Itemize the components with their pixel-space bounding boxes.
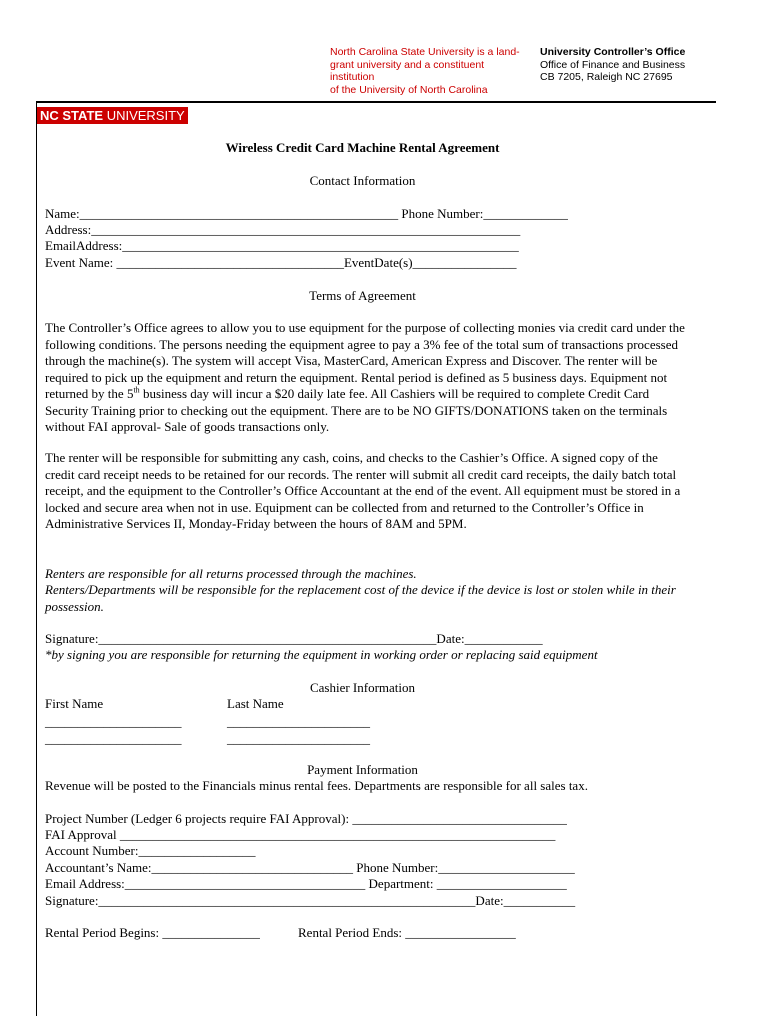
terms-heading: Terms of Agreement — [309, 288, 416, 303]
accountant-field[interactable]: Accountant’s Name:_______________________________ Phone Number:_____________________ — [45, 860, 575, 875]
cashier-last-name-1[interactable]: ______________________ — [227, 714, 370, 729]
terms-paragraph-1 — [45, 320, 685, 436]
contact-heading: Contact Information — [309, 173, 416, 188]
account-number-field[interactable]: Account Number:__________________ — [45, 843, 256, 858]
header-rule — [36, 101, 716, 103]
institution-line: of the University of North Carolina — [330, 83, 488, 96]
email-department-field[interactable]: Email Address:_____________________________________ Department: ____________________ — [45, 876, 567, 891]
last-name-label: Last Name — [227, 696, 284, 711]
cashier-first-name-1[interactable]: _____________________ — [45, 714, 182, 729]
payment-heading: Payment Information — [307, 762, 418, 777]
margin-rule — [36, 101, 37, 1016]
cashier-heading: Cashier Information — [309, 680, 416, 695]
fai-approval-field[interactable]: FAI Approval ___________________________________________________________________ — [45, 827, 556, 842]
replacement-note: Renters/Departments will be responsible for the replacement cost of the device if the device is lost or stolen while in their possession. — [45, 582, 676, 614]
cashier-first-name-2[interactable]: _____________________ — [45, 731, 182, 746]
signature-date-field[interactable]: Signature:____________________________________________________Date:____________ — [45, 631, 543, 646]
cashier-last-name-2[interactable]: ______________________ — [227, 731, 370, 746]
returns-note: Renters are responsible for all returns processed through the machines. — [45, 566, 417, 581]
office-address — [540, 46, 700, 84]
name-phone-field[interactable]: Name:_________________________________________________ Phone Number:_____________ — [45, 206, 568, 221]
rental-ends-field[interactable]: Rental Period Ends: _________________ — [298, 925, 516, 940]
institution-line: grant university and a constituent institution — [330, 58, 485, 83]
email-field[interactable]: EmailAddress:_____________________________________________________________ — [45, 238, 519, 253]
office-line: CB 7205, Raleigh NC 27695 — [540, 71, 673, 83]
rental-begins-field[interactable]: Rental Period Begins: _______________ — [45, 925, 260, 940]
terms-p1-text: The Controller’s Office agrees to allow you to use equipment for the purpose of collecting monies via credit card under the following conditions. The persons needing the equipment agree to pay a 3% fee of the total sum of transactions processed through the machine(s). The system will accept Visa, MasterCard, American Express and Discover. The renter will be required to pick up the equipment and return the equipment. Rental period is defined as 5 business days. Equipment not returned by the 5 — [45, 320, 685, 401]
office-line: Office of Finance and Business — [540, 58, 686, 71]
logo-bold: NC STATE — [40, 108, 104, 123]
terms-p1-sup: th — [133, 385, 140, 395]
ncstate-logo — [37, 107, 188, 124]
terms-p1-text-cont: business day will incur a $20 daily late fee. All Cashiers will be required to complete Credit Card Security Training prior to checking out the equipment. There are to be NO GIFTS/DONATIONS taken on the terminals without FAI approval- Sale of goods transactions only. — [45, 386, 668, 434]
signature-note: *by signing you are responsible for returning the equipment in working order or replacing said equipment — [45, 647, 598, 662]
payment-signature-field[interactable]: Signature:__________________________________________________________Date:___________ — [45, 893, 576, 908]
logo-text: UNIVERSITY — [103, 108, 185, 123]
document-title: Wireless Credit Card Machine Rental Agreement — [225, 140, 500, 155]
project-number-field[interactable]: Project Number (Ledger 6 projects require FAI Approval): _________________________________ — [45, 811, 567, 826]
address-field[interactable]: Address:__________________________________________________________________ — [45, 222, 521, 237]
event-field[interactable]: Event Name: ___________________________________EventDate(s)________________ — [45, 255, 517, 270]
institution-line: North Carolina State University is a land- — [330, 46, 520, 58]
institution-statement — [330, 46, 530, 96]
terms-paragraph-2: The renter will be responsible for submitting any cash, coins, and checks to the Cashier’s Office. A signed copy of the credit card receipt needs to be retained for our records. The renter will submit all credit card receipts, the daily batch total receipt, and the equipment to the Controller’s Office Accountant at the end of the event. All equipment must be stored in a locked and secure area when not in use. Equipment can be collected from and returned to the Controller’s Office in Administrative Services II, Monday-Friday between the hours of 8AM and 5PM. — [45, 450, 681, 531]
first-name-label: First Name — [45, 696, 104, 711]
revenue-note: Revenue will be posted to the Financials minus rental fees. Departments are responsible for all sales tax. — [45, 778, 588, 793]
office-title: University Controller’s Office — [540, 46, 686, 58]
